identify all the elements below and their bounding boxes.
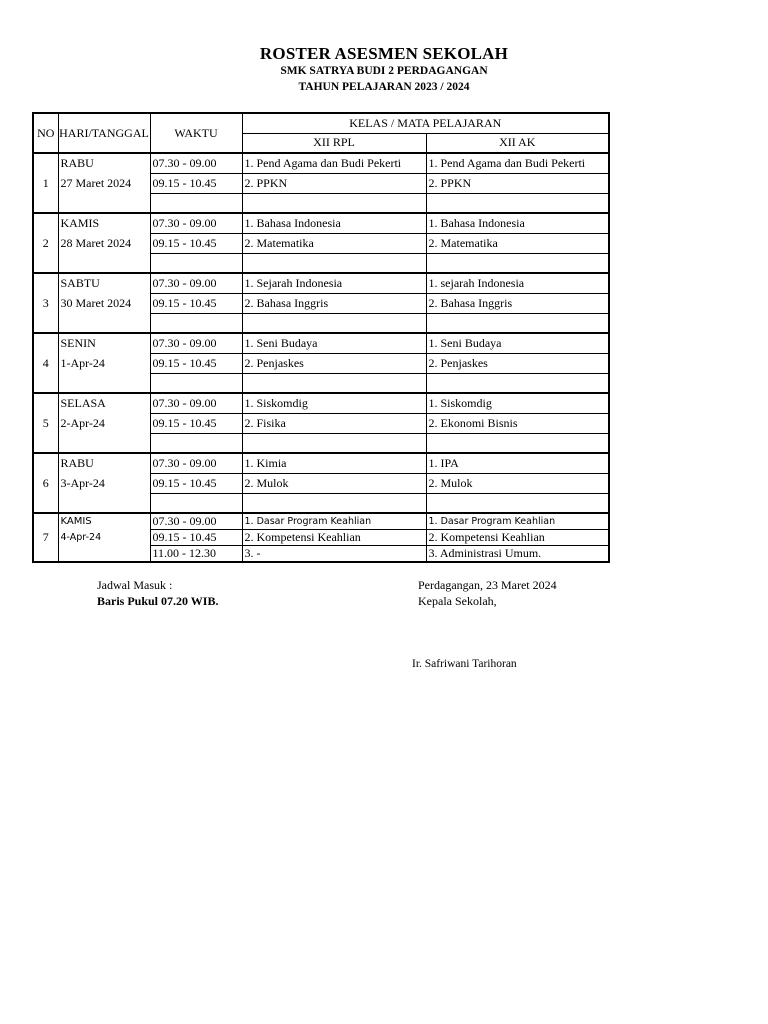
subject-rpl-cell: 2. Bahasa Inggris	[242, 293, 426, 313]
day-number: 7	[33, 513, 58, 562]
signatory-position: Kepala Sekolah,	[418, 594, 497, 608]
table-row	[33, 333, 609, 353]
day-date: 4-Apr-24	[58, 530, 150, 546]
table-row	[33, 253, 609, 273]
subject-ak-cell: 2. Matematika	[426, 233, 609, 253]
subject-rpl-cell: 1. Bahasa Indonesia	[242, 213, 426, 233]
day-name: SABTU	[58, 273, 150, 293]
subject-rpl-cell	[242, 493, 426, 513]
subject-ak-cell: 1. Pend Agama dan Budi Pekerti	[426, 153, 609, 173]
subject-ak-cell: 1. sejarah Indonesia	[426, 273, 609, 293]
subject-ak-cell: 2. Ekonomi Bisnis	[426, 413, 609, 433]
day-number: 6	[33, 453, 58, 513]
header-no: NO	[33, 113, 58, 153]
header-class-ak: XII AK	[426, 133, 609, 153]
day-date: 1-Apr-24	[58, 353, 150, 373]
time-cell: 09.15 - 10.45	[150, 233, 242, 253]
day-date: 3-Apr-24	[58, 473, 150, 493]
subject-ak-cell: 1. Seni Budaya	[426, 333, 609, 353]
table-row	[33, 530, 609, 546]
time-cell: 07.30 - 09.00	[150, 153, 242, 173]
subject-rpl-cell: 1. Dasar Program Keahlian	[242, 513, 426, 530]
table-row	[33, 153, 609, 173]
table-row	[33, 193, 609, 213]
subject-ak-cell: 2. Bahasa Inggris	[426, 293, 609, 313]
time-cell: 11.00 - 12.30	[150, 546, 242, 563]
time-cell	[150, 193, 242, 213]
subject-ak-cell: 2. Kompetensi Keahlian	[426, 530, 609, 546]
day-empty-cell	[58, 433, 150, 453]
subject-rpl-cell: 3. -	[242, 546, 426, 563]
subject-rpl-cell: 2. Kompetensi Keahlian	[242, 530, 426, 546]
day-empty-cell	[58, 193, 150, 213]
day-name: SENIN	[58, 333, 150, 353]
day-name: KAMIS	[58, 513, 150, 530]
table-row	[33, 433, 609, 453]
table-row	[33, 493, 609, 513]
subject-ak-cell	[426, 433, 609, 453]
table-row	[33, 473, 609, 493]
table-row	[33, 393, 609, 413]
table-row	[33, 213, 609, 233]
time-cell	[150, 433, 242, 453]
time-cell: 07.30 - 09.00	[150, 333, 242, 353]
day-name: KAMIS	[58, 213, 150, 233]
roster-table	[32, 112, 610, 563]
schedule-value: Baris Pukul 07.20 WIB.	[97, 594, 219, 608]
table-row	[33, 353, 609, 373]
day-date: 28 Maret 2024	[58, 233, 150, 253]
time-cell: 07.30 - 09.00	[150, 453, 242, 473]
subject-ak-cell	[426, 313, 609, 333]
signatory-name: Ir. Safriwani Tarihoran	[412, 658, 517, 670]
schedule-label: Jadwal Masuk :	[97, 578, 173, 592]
day-date: 2-Apr-24	[58, 413, 150, 433]
table-row	[33, 273, 609, 293]
table-row	[33, 413, 609, 433]
table-row	[33, 313, 609, 333]
time-cell: 09.15 - 10.45	[150, 293, 242, 313]
subject-ak-cell: 2. Mulok	[426, 473, 609, 493]
subject-rpl-cell	[242, 253, 426, 273]
subject-ak-cell	[426, 253, 609, 273]
subject-rpl-cell: 1. Sejarah Indonesia	[242, 273, 426, 293]
subject-rpl-cell: 1. Seni Budaya	[242, 333, 426, 353]
time-cell: 09.15 - 10.45	[150, 473, 242, 493]
time-cell	[150, 253, 242, 273]
header-time: WAKTU	[150, 113, 242, 153]
subject-ak-cell: 1. Siskomdig	[426, 393, 609, 413]
day-empty-cell	[58, 373, 150, 393]
table-row	[33, 173, 609, 193]
day-empty-cell	[58, 546, 150, 563]
subject-ak-cell: 1. IPA	[426, 453, 609, 473]
subject-rpl-cell: 1. Kimia	[242, 453, 426, 473]
day-date: 30 Maret 2024	[58, 293, 150, 313]
subject-rpl-cell	[242, 373, 426, 393]
subject-ak-cell: 2. PPKN	[426, 173, 609, 193]
subject-rpl-cell: 2. PPKN	[242, 173, 426, 193]
academic-year: TAHUN PELAJARAN 2023 / 2024	[298, 81, 470, 93]
time-cell: 09.15 - 10.45	[150, 353, 242, 373]
table-row	[33, 233, 609, 253]
table-row	[33, 373, 609, 393]
table-row	[33, 546, 609, 563]
day-empty-cell	[58, 253, 150, 273]
subject-ak-cell: 1. Bahasa Indonesia	[426, 213, 609, 233]
subject-rpl-cell: 2. Penjaskes	[242, 353, 426, 373]
day-empty-cell	[58, 493, 150, 513]
subject-ak-cell	[426, 493, 609, 513]
time-cell: 07.30 - 09.00	[150, 213, 242, 233]
day-date: 27 Maret 2024	[58, 173, 150, 193]
day-name: RABU	[58, 153, 150, 173]
header-class-rpl: XII RPL	[242, 133, 426, 153]
day-number: 5	[33, 393, 58, 453]
table-row	[33, 293, 609, 313]
subject-rpl-cell: 1. Siskomdig	[242, 393, 426, 413]
subject-rpl-cell	[242, 433, 426, 453]
subject-ak-cell: 2. Penjaskes	[426, 353, 609, 373]
subject-ak-cell	[426, 373, 609, 393]
subject-rpl-cell: 2. Matematika	[242, 233, 426, 253]
school-name: SMK SATRYA BUDI 2 PERDAGANGAN	[280, 65, 488, 77]
time-cell	[150, 493, 242, 513]
time-cell: 09.15 - 10.45	[150, 173, 242, 193]
subject-rpl-cell: 2. Fisika	[242, 413, 426, 433]
subject-ak-cell: 3. Administrasi Umum.	[426, 546, 609, 563]
subject-rpl-cell: 1. Pend Agama dan Budi Pekerti	[242, 153, 426, 173]
time-cell	[150, 313, 242, 333]
header-day-date: HARI/TANGGAL	[58, 113, 150, 153]
subject-ak-cell: 1. Dasar Program Keahlian	[426, 513, 609, 530]
place-date: Perdagangan, 23 Maret 2024	[418, 578, 557, 592]
header-class-subject: KELAS / MATA PELAJARAN	[242, 113, 609, 133]
table-row	[33, 513, 609, 530]
table-row	[33, 453, 609, 473]
time-cell: 09.15 - 10.45	[150, 413, 242, 433]
day-number: 3	[33, 273, 58, 333]
day-number: 4	[33, 333, 58, 393]
time-cell: 07.30 - 09.00	[150, 393, 242, 413]
time-cell	[150, 373, 242, 393]
time-cell: 07.30 - 09.00	[150, 273, 242, 293]
subject-ak-cell	[426, 193, 609, 213]
day-name: SELASA	[58, 393, 150, 413]
time-cell: 07.30 - 09.00	[150, 513, 242, 530]
subject-rpl-cell: 2. Mulok	[242, 473, 426, 493]
day-number: 2	[33, 213, 58, 273]
subject-rpl-cell	[242, 313, 426, 333]
document-title: ROSTER ASESMEN SEKOLAH	[259, 44, 509, 63]
subject-rpl-cell	[242, 193, 426, 213]
day-empty-cell	[58, 313, 150, 333]
day-name: RABU	[58, 453, 150, 473]
time-cell: 09.15 - 10.45	[150, 530, 242, 546]
day-number: 1	[33, 153, 58, 213]
